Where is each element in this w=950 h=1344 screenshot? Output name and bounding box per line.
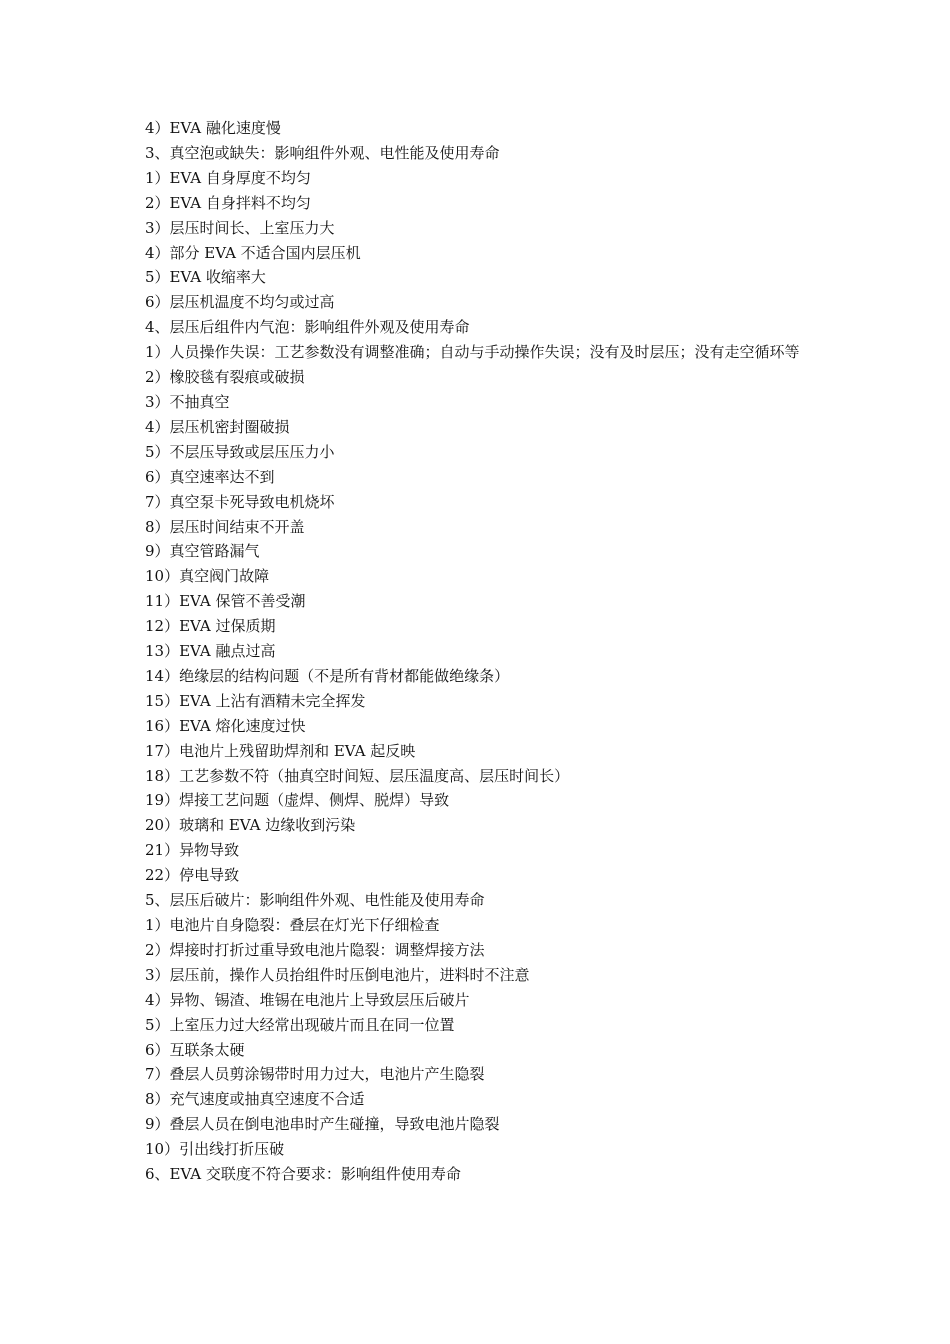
list-item: 10）真空阀门故障	[145, 567, 270, 586]
list-item: 1）EVA 自身厚度不均匀	[145, 168, 311, 187]
list-item: 8）层压时间结束不开盖	[145, 517, 305, 536]
list-item: 7）叠层人员剪涂锡带时用力过大，电池片产生隐裂	[145, 1065, 485, 1084]
list-item: 5）上室压力过大经常出现破片而且在同一位置	[145, 1015, 455, 1034]
list-item: 2）橡胶毯有裂痕或破损	[145, 368, 305, 387]
list-item: 4）异物、锡渣、堆锡在电池片上导致层压后破片	[145, 990, 470, 1009]
list-item: 9）真空管路漏气	[145, 542, 260, 561]
list-item: 21）异物导致	[145, 841, 240, 860]
list-item: 11）EVA 保管不善受潮	[145, 592, 306, 611]
list-item: 2）EVA 自身拌料不均匀	[145, 193, 311, 212]
list-item: 1）电池片自身隐裂：叠层在灯光下仔细检查	[145, 916, 440, 934]
list-item: 4）部分 EVA 不适合国内层压机	[145, 243, 361, 262]
list-item: 9）叠层人员在倒电池串时产生碰撞，导致电池片隐裂	[145, 1115, 500, 1134]
list-item: 4）层压机密封圈破损	[145, 417, 290, 436]
list-item: 1）人员操作失误：工艺参数没有调整准确；自动与手动操作失误；没有及时层压；没有走空循环等	[145, 343, 800, 362]
section-heading: 3、真空泡或缺失：影响组件外观、电性能及使用寿命	[145, 143, 500, 162]
section-heading: 6、EVA 交联度不符合要求：影响组件使用寿命	[145, 1165, 461, 1184]
list-item: 6）互联条太硬	[145, 1040, 245, 1059]
list-item: 17）电池片上残留助焊剂和 EVA 起反映	[145, 741, 416, 760]
list-item: 7）真空泵卡死导致电机烧坏	[145, 492, 335, 511]
list-item: 19）焊接工艺问题（虚焊、侧焊、脱焊）导致	[145, 791, 450, 810]
list-item: 13）EVA 融点过高	[145, 642, 276, 661]
list-item: 2）焊接时打折过重导致电池片隐裂：调整焊接方法	[145, 940, 485, 959]
list-item: 22）停电导致	[145, 866, 240, 885]
section-heading: 4、层压后组件内气泡：影响组件外观及使用寿命	[145, 318, 470, 337]
list-item: 15）EVA 上沾有酒精未完全挥发	[145, 691, 366, 710]
list-item: 6）层压机温度不均匀或过高	[145, 293, 335, 312]
list-item: 4）EVA 融化速度慢	[145, 119, 281, 137]
list-item: 5）EVA 收缩率大	[145, 268, 266, 287]
list-item: 16）EVA 熔化速度过快	[145, 716, 306, 735]
document-body	[145, 116, 815, 1187]
list-item: 6）真空速率达不到	[145, 467, 275, 486]
list-item: 18）工艺参数不符（抽真空时间短、层压温度高、层压时间长）	[145, 766, 570, 785]
list-item: 3）层压前，操作人员抬组件时压倒电池片，进料时不注意	[145, 965, 530, 984]
list-item: 5）不层压导致或层压压力小	[145, 442, 335, 461]
list-item: 10）引出线打折压破	[145, 1140, 285, 1159]
list-item: 20）玻璃和 EVA 边缘收到污染	[145, 816, 356, 835]
list-item: 3）不抽真空	[145, 392, 230, 411]
list-item: 8）充气速度或抽真空速度不合适	[145, 1090, 365, 1109]
list-item: 3）层压时间长、上室压力大	[145, 218, 335, 237]
list-item: 12）EVA 过保质期	[145, 617, 276, 636]
list-item: 14）绝缘层的结构问题（不是所有背材都能做绝缘条）	[145, 666, 510, 685]
section-heading: 5、层压后破片：影响组件外观、电性能及使用寿命	[145, 891, 485, 910]
